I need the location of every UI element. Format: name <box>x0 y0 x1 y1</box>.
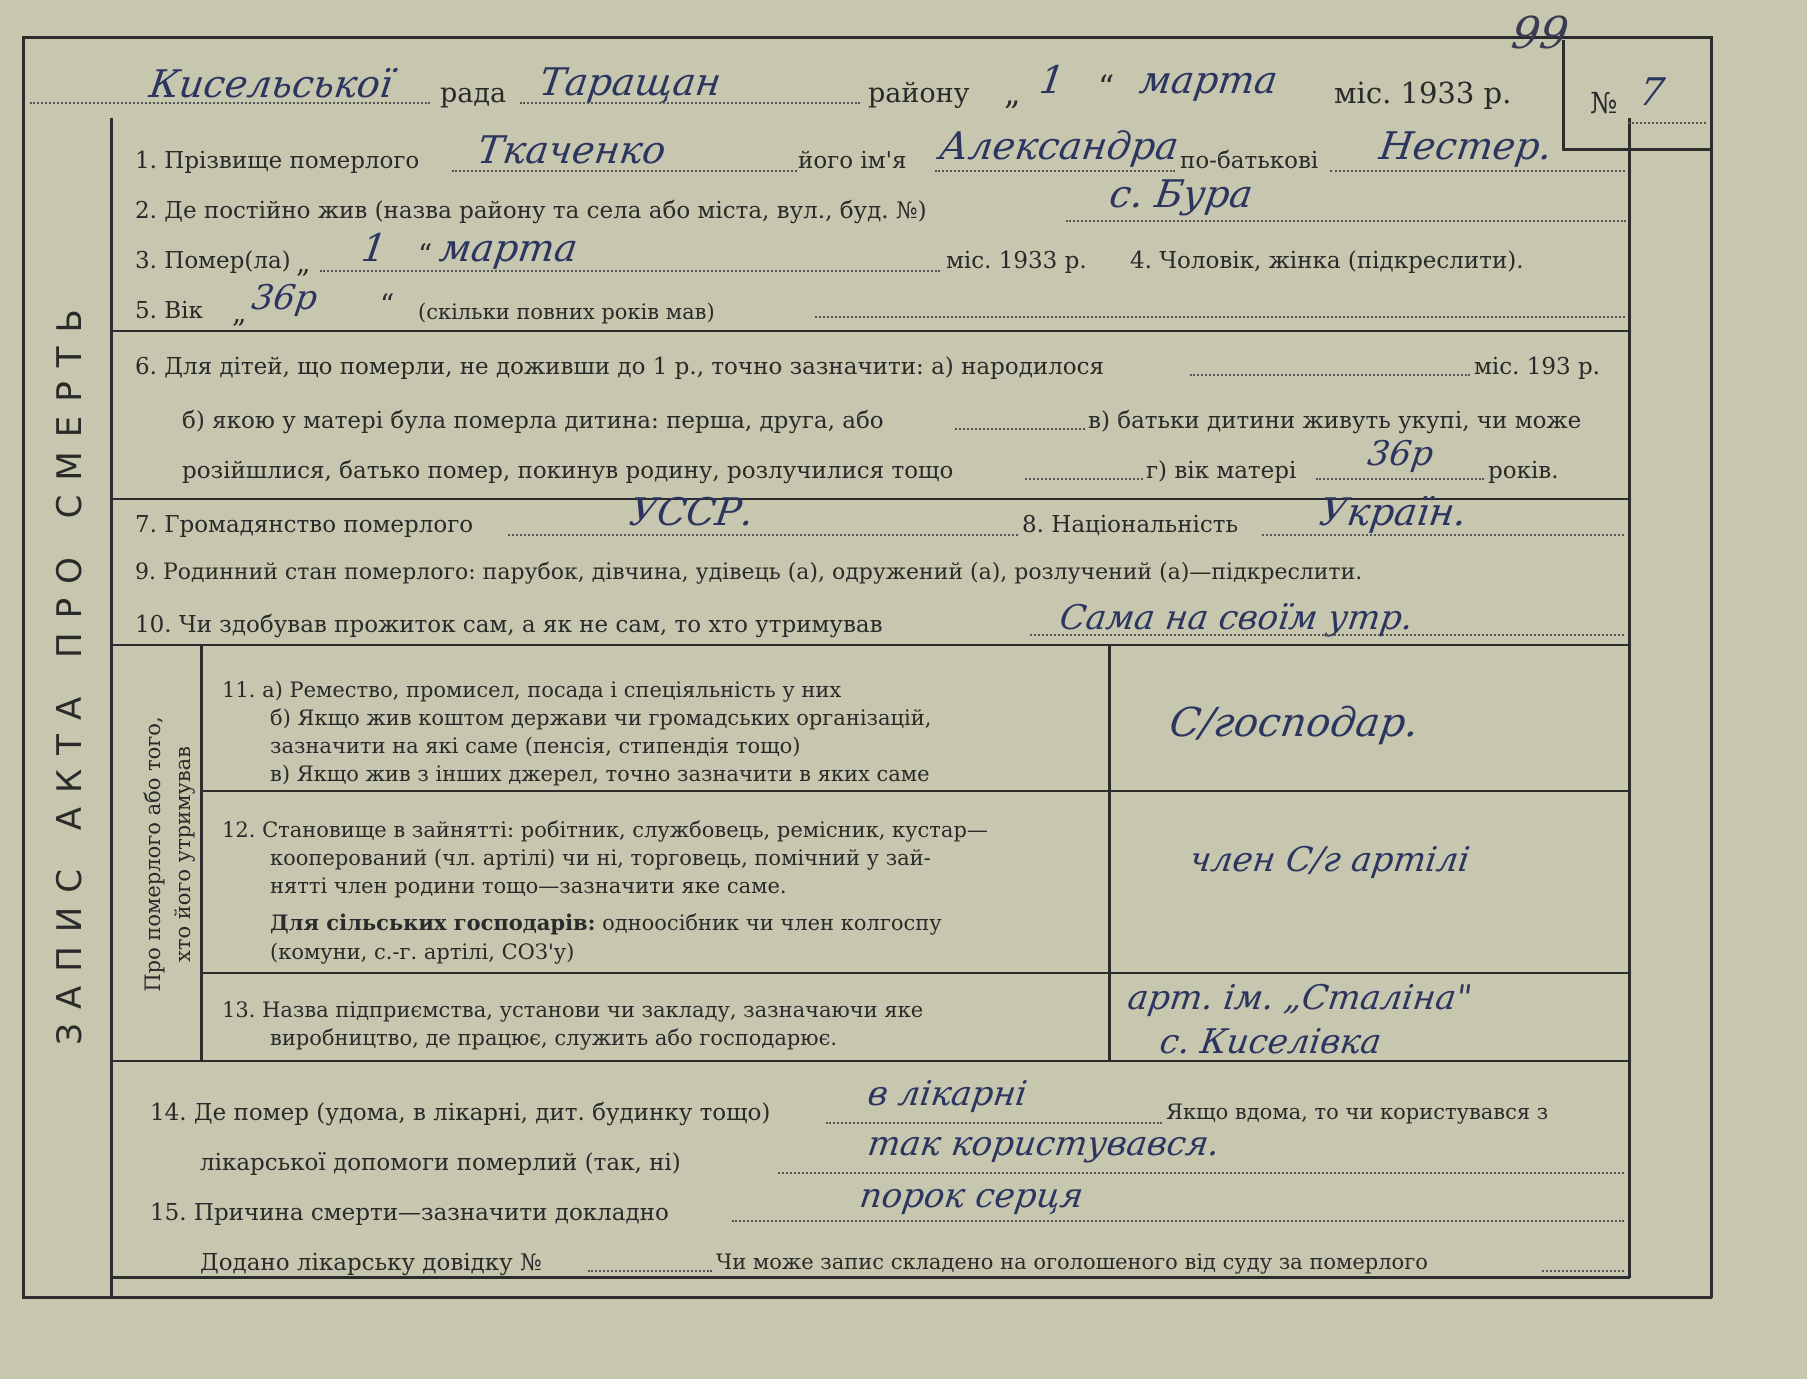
f12-line2: кооперований (чл. артілі) чи ні, торговець, помічний у зай- <box>270 846 931 870</box>
f3-year: міс. 1933 р. <box>946 248 1087 274</box>
header-month: марта <box>1136 58 1281 102</box>
f11-line1: 11. а) Ремество, промисел, посада і спеціяльність у них <box>222 678 842 702</box>
f11-line2: б) Якщо жив коштом держави чи громадських організацій, <box>270 706 932 730</box>
frame-right <box>1710 36 1713 1298</box>
f6v-label: в) батьки дитини живуть укупі, чи може <box>1088 408 1582 434</box>
f7-label: 7. Громадянство померлого <box>135 512 474 538</box>
header-village: Кисельської <box>146 62 396 106</box>
side-title: ЗАПИС АКТА ПРО СМЕРТЬ <box>50 295 90 1045</box>
divider-11-12 <box>200 790 1630 792</box>
f15-value: порок серця <box>857 1176 1086 1216</box>
inner-left-border <box>110 118 113 1298</box>
f12-line3: нятті член родини тощо—зазначити яке саме. <box>270 874 787 898</box>
f8-value: Україн. <box>1316 490 1470 534</box>
f2-value: с. Бура <box>1106 172 1256 216</box>
f13-value-2: с. Киселівка <box>1157 1022 1384 1062</box>
f5-label: 5. Вік <box>135 298 203 324</box>
f6a-tail: міс. 193 р. <box>1474 354 1600 380</box>
f1-patronymic-label: по-батькові <box>1180 148 1319 174</box>
f14-cont-value: так користувався. <box>865 1124 1223 1164</box>
f12-line4-rest: одноосібник чи член колгоспу <box>602 911 942 935</box>
frame-bottom <box>22 1296 1712 1299</box>
f7-value: УССР. <box>626 490 757 534</box>
f11-line4: в) Якщо жив з інших джерел, точно зазначити в яких саме <box>270 762 930 786</box>
f13-line2: виробництво, де працює, служить або господарює. <box>270 1026 838 1050</box>
f13-value-1: арт. ім. „Сталіна" <box>1125 978 1475 1018</box>
f16-label: Додано лікарську довідку № <box>200 1250 542 1276</box>
f14-tail: Якщо вдома, то чи користувався з <box>1166 1100 1549 1124</box>
number-value: 7 <box>1636 70 1668 114</box>
archive-number: 99 <box>1508 8 1572 59</box>
f10-value: Сама на своїм утр. <box>1057 598 1416 638</box>
f6a-label: 6. Для дітей, що померли, не доживши до 1 р., точно зазначити: а) народилося <box>135 354 1105 380</box>
f12-line5: (комуни, с.-г. артілі, СОЗ'у) <box>270 940 575 964</box>
occupation-left-col-border <box>200 646 203 1060</box>
f13-line1: 13. Назва підприємства, установи чи закладу, зазначаючи яке <box>222 998 924 1022</box>
f9-label: 9. Родинний стан померлого: парубок, дівчина, удівець (а), одружений (а), розлучений (а)—підкреслити. <box>135 560 1363 585</box>
f5-desc: (скільки повних років мав) <box>418 300 715 324</box>
f6g-value: 36р <box>1365 434 1436 474</box>
f6b-label: б) якою у матері була померла дитина: перша, друга, або <box>182 408 884 434</box>
f15-label: 15. Причина смерти—зазначити докладно <box>150 1200 669 1226</box>
frame-top <box>22 36 1712 39</box>
f12-value: член С/г артілі <box>1187 840 1473 880</box>
divider-3 <box>110 644 1630 646</box>
f1-name-label: його ім'я <box>798 148 907 174</box>
header-year: міс. 1933 р. <box>1334 76 1512 110</box>
side-sub-2: хто його утримував <box>171 746 195 963</box>
f14-value: в лікарні <box>865 1074 1030 1114</box>
f1-label: 1. Прізвище померлого <box>135 148 420 174</box>
f16-tail: Чи може запис складено на оголошеного від суду за померлого <box>716 1250 1428 1274</box>
divider-12-13 <box>200 972 1630 974</box>
divider-4 <box>110 1060 1630 1062</box>
f1-surname: Ткаченко <box>474 128 669 172</box>
f8-label: 8. Національність <box>1022 512 1239 538</box>
f5-value: 36р <box>249 278 320 318</box>
f10-label: 10. Чи здобував прожиток сам, а як не сам, то хто утримував <box>135 612 883 638</box>
f3-month: марта <box>436 226 581 270</box>
inner-right-border <box>1628 118 1631 1278</box>
f12-line1: 12. Становище в зайнятті: робітник, службовець, ремісник, кустар— <box>222 818 988 842</box>
f6g-tail: років. <box>1488 458 1559 484</box>
f12-line4-bold: Для сільських господарів: <box>270 910 596 935</box>
f14-cont: лікарської допомоги померлий (так, ні) <box>200 1150 681 1176</box>
f4-label: 4. Чоловік, жінка (підкреслити). <box>1130 248 1524 274</box>
f3-day: 1 <box>358 226 390 270</box>
header-district-label: району <box>868 78 970 109</box>
frame-left <box>22 36 25 1298</box>
f1-patronymic: Нестер. <box>1376 124 1555 168</box>
f6v-cont: розійшлися, батько помер, покинув родину, розлучилися тощо <box>182 458 954 484</box>
header-rada-label: рада <box>440 78 507 109</box>
f11-line3: зазначити на які саме (пенсія, стипендія тощо) <box>270 734 801 758</box>
side-sub-1: Про померлого або того, <box>141 716 165 992</box>
f1-name: Александра <box>936 124 1182 168</box>
number-label: № <box>1590 86 1618 120</box>
f11-value: С/господар. <box>1166 700 1422 746</box>
header-district: Таращан <box>536 60 724 104</box>
occupation-value-col-border <box>1108 646 1111 1060</box>
f6g-label: г) вік матері <box>1146 458 1297 484</box>
number-box-bottom <box>1562 148 1712 151</box>
divider-1 <box>110 330 1630 332</box>
header-day: 1 <box>1036 58 1068 102</box>
f14-label: 14. Де помер (удома, в лікарні, дит. будинку тощо) <box>150 1100 771 1126</box>
f3-label: 3. Помер(ла) <box>135 248 291 274</box>
inner-bottom <box>110 1276 1630 1279</box>
f2-label: 2. Де постійно жив (назва району та села або міста, вул., буд. №) <box>135 198 927 224</box>
